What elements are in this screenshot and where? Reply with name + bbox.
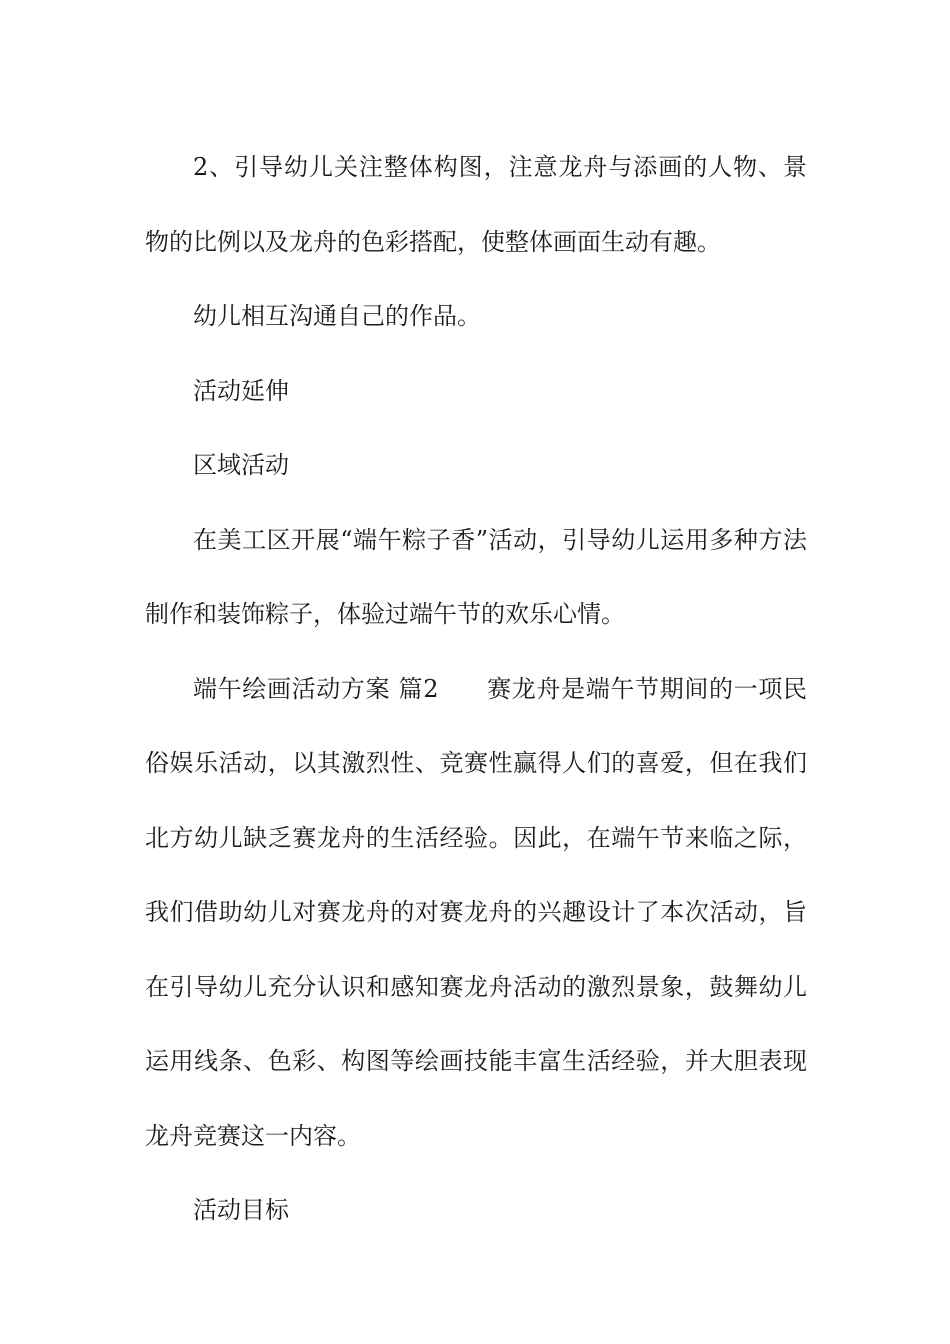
document-body [145,130,807,1248]
heading-area-activity: 区域活动 [193,451,289,479]
paragraph-share-works: 幼儿相互沟通自己的作品。 [193,302,481,330]
paragraph-step-2: 2、引导幼儿关注整体构图，注意龙舟与添画的人物、景物的比例以及龙舟的色彩搭配，使整体画面生动有趣。 [145,153,807,256]
section-2-intro: 赛龙舟是端午节期间的一项民俗娱乐活动，以其激烈性、竞赛性赢得人们的喜爱，但在我们北方幼儿缺乏赛龙舟的生活经验。因此，在端午节来临之际，我们借助幼儿对赛龙舟的对赛龙舟的兴趣设计了本次活动，旨在引导幼儿充分认识和感知赛龙舟活动的激烈景象，鼓舞幼儿运用线条、色彩、构图等绘画技能丰富生活经验，并大胆表现龙舟竞赛这一内容。 [145,674,807,1150]
heading-activity-goals: 活动目标 [193,1196,289,1224]
section-heading: 端午绘画活动方案 篇2 [193,674,439,703]
heading-activity-extension: 活动延伸 [193,376,289,405]
paragraph-art-corner: 在美工区开展“端午粽子香”活动，引导幼儿运用多种方法制作和装饰粽子，体验过端午节的欢乐心情。 [145,525,807,628]
paragraph-section-2 [145,652,807,1174]
